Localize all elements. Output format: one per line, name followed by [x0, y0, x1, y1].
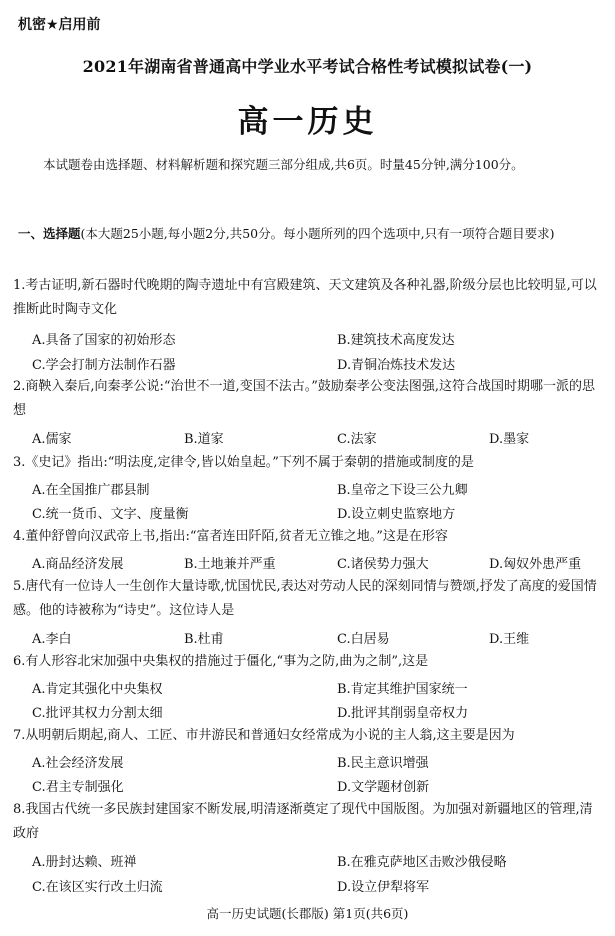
section-heading: [18, 222, 603, 246]
question-3-option-a: A.在全国推广郡县制: [32, 483, 150, 498]
question-8-option-d: D.设立伊犁将军: [337, 880, 430, 895]
question-8-option-c: C.在该区实行改土归流: [32, 880, 163, 895]
question-8-option-b: B.在雅克萨地区击败沙俄侵略: [337, 855, 507, 870]
question-5-option-a: A.李白: [32, 632, 72, 647]
question-5-option-b: B.杜甫: [184, 632, 224, 647]
section-instruction: (本大题25小题,每小题2分,共50分。每小题所列的四个选项中,只有一项符合题目要求): [80, 226, 555, 241]
question-4-option-c: C.诸侯势力强大: [337, 557, 429, 572]
question-3-option-d: D.设立刺史监察地方: [337, 507, 456, 522]
page-footer: 高一历史试题(长郡版) 第1页(共6页): [206, 906, 409, 921]
question-6-option-a: A.肯定其强化中央集权: [32, 682, 163, 697]
section-title: 一、选择题: [18, 226, 81, 241]
question-3-stem: 3.《史记》指出:“明法度,定律令,皆以始皇起。”下列不属于秦朝的措施或制度的是: [13, 455, 474, 470]
question-7-option-d: D.文学题材创新: [337, 780, 430, 795]
question-2-option-c: C.法家: [337, 432, 377, 447]
question-5-stem: 5.唐代有一位诗人一生创作大量诗歌,忧国忧民,表达对劳动人民的深刻同情与赞颂,抒发了高度的爱国情感。他的诗被称为“诗史”。这位诗人是: [13, 579, 597, 618]
subject-title: 高一历史: [237, 104, 378, 140]
question-6-option-c: C.批评其权力分割太细: [32, 706, 163, 721]
question-8-stem: 8.我国古代统一多民族封建国家不断发展,明清逐渐奠定了现代中国版图。为加强对新疆地区的管理,清政府: [13, 802, 593, 841]
question-3-option-b: B.皇帝之下设三公九卿: [337, 483, 468, 498]
question-4-option-b: B.土地兼并严重: [184, 557, 276, 572]
question-6-option-b: B.肯定其维护国家统一: [337, 682, 468, 697]
question-7-option-a: A.社会经济发展: [32, 756, 124, 771]
question-1-stem: 1.考古证明,新石器时代晚期的陶寺遗址中有宫殿建筑、天文建筑及各种礼器,阶级分层也比较明显,可以推断此时陶寺文化: [13, 278, 597, 317]
question-7-option-c: C.君主专制强化: [32, 780, 124, 795]
question-6-stem: 6.有人形容北宋加强中央集权的措施过于僵化,“事为之防,曲为之制”,这是: [13, 654, 429, 669]
exam-intro: 本试题卷由选择题、材料解析题和探究题三部分组成,共6页。时量45分钟,满分100分。: [43, 157, 524, 172]
question-5-option-d: D.王维: [489, 632, 530, 647]
question-8-option-a: A.册封达赖、班禅: [32, 855, 137, 870]
question-2-option-d: D.墨家: [489, 432, 530, 447]
question-4-option-a: A.商品经济发展: [32, 557, 124, 572]
confidential-label: 机密★启用前: [18, 17, 101, 33]
question-1-option-a: A.具备了国家的初始形态: [32, 333, 176, 348]
question-5-option-c: C.白居易: [337, 632, 390, 647]
question-2-option-a: A.儒家: [32, 432, 72, 447]
exam-title: 2021年湖南省普通高中学业水平考试合格性考试模拟试卷(一): [82, 57, 533, 76]
question-6-option-d: D.批评其削弱皇帝权力: [337, 706, 469, 721]
question-4-stem: 4.董仲舒曾向汉武帝上书,指出:“富者连田阡陌,贫者无立锥之地。”这是在形容: [13, 529, 448, 544]
question-1-option-c: C.学会打制方法制作石器: [32, 358, 176, 373]
question-1-option-d: D.青铜冶炼技术发达: [337, 358, 456, 373]
question-7-stem: 7.从明朝后期起,商人、工匠、市井游民和普通妇女经常成为小说的主人翁,这主要是因为: [13, 728, 515, 743]
question-2-option-b: B.道家: [184, 432, 224, 447]
question-7-option-b: B.民主意识增强: [337, 756, 429, 771]
question-2-stem: 2.商鞅入秦后,向秦孝公说:“治世不一道,变国不法古。”鼓励秦孝公变法图强,这符合战国时期哪一派的思想: [13, 379, 595, 418]
question-4-option-d: D.匈奴外患严重: [489, 557, 582, 572]
question-3-option-c: C.统一货币、文字、度量衡: [32, 507, 189, 522]
question-1-option-b: B.建筑技术高度发达: [337, 333, 455, 348]
